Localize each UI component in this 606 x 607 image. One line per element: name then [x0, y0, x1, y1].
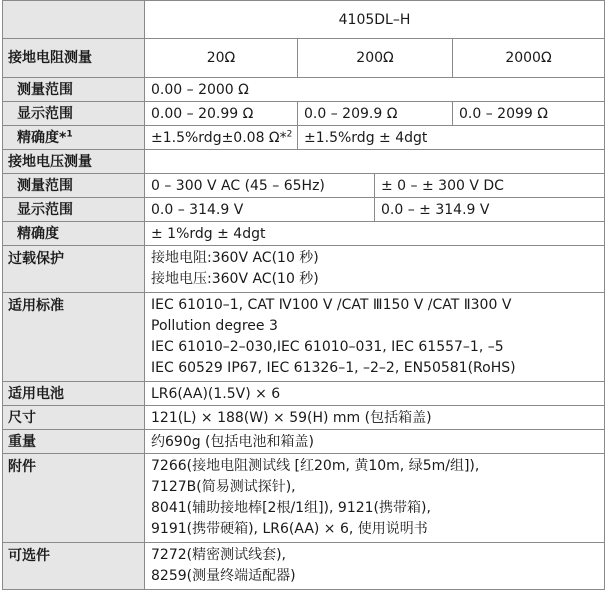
standard-line: Pollution degree 3 [151, 318, 278, 334]
range-20-ohm: 20Ω [145, 39, 298, 78]
dimensions-row [3, 406, 605, 430]
resistance-accuracy-20: ±1.5%rdg±0.08 Ω*$^2$ [145, 126, 298, 150]
standards-label: 适用标准 [3, 293, 145, 382]
footnote-marker: 1 [66, 128, 73, 139]
standards-row [3, 293, 605, 382]
dimensions-label: 尺寸 [3, 406, 145, 430]
standard-line: IEC 61010–1, CAT Ⅳ100 V /CAT Ⅲ150 V /CAT Ⅱ300 V [151, 297, 512, 313]
resistance-accuracy-label: 精确度*$^1$ [3, 126, 145, 150]
overload-voltage: 接地电压:360V AC(10 秒) [151, 271, 319, 287]
spec-table [2, 0, 605, 590]
accessories-values [145, 454, 605, 543]
earth-resistance-header-row [3, 39, 605, 78]
corner-cell [3, 1, 145, 39]
resistance-accuracy-200-2000: ±1.5%rdg ± 4dgt [298, 126, 605, 150]
standard-line: IEC 61010–2–030,IEC 61010–031, IEC 61557–1, –5 [151, 339, 504, 355]
accessory-line: 9191(携带硬箱), LR6(AA) × 6, 使用说明书 [151, 521, 428, 537]
range-200-ohm: 200Ω [298, 39, 453, 78]
battery-value: LR6(AA)(1.5V) × 6 [145, 382, 605, 406]
accessories-label: 附件 [3, 454, 145, 543]
dimensions-value: 121(L) × 188(W) × 59(H) mm (包括箱盖) [145, 406, 605, 430]
voltage-measure-range-ac: 0 – 300 V AC (45 – 65Hz) [145, 174, 375, 198]
weight-row [3, 430, 605, 454]
overload-resistance: 接地电阻:360V AC(10 秒) [151, 250, 319, 266]
accessory-line: 7127B(简易测试探针), [151, 479, 296, 495]
standard-line: IEC 60529 IP67, IEC 61326–1, –2–2, EN50581(RoHS) [151, 360, 516, 376]
voltage-accuracy-value: ± 1%rdg ± 4dgt [145, 222, 605, 246]
weight-label: 重量 [3, 430, 145, 454]
voltage-display-range-label: 显示范围 [3, 198, 145, 222]
resistance-measure-range-row [3, 78, 605, 102]
resistance-display-range-label: 显示范围 [3, 102, 145, 126]
footnote-marker: 2 [286, 128, 293, 139]
voltage-measure-range-dc: ± 0 – ± 300 V DC [375, 174, 605, 198]
option-line: 8259(测量终端适配器) [151, 568, 296, 584]
accessory-line: 7266(接地电阻测试线 [红20m, 黄10m, 绿5m/组]), [151, 458, 480, 474]
voltage-measure-range-row [3, 174, 605, 198]
battery-row [3, 382, 605, 406]
range-2000-ohm: 2000Ω [453, 39, 605, 78]
weight-value: 约690g (包括电池和箱盖) [145, 430, 605, 454]
options-label: 可选件 [3, 543, 145, 590]
option-line: 7272(精密测试线套), [151, 547, 287, 563]
display-range-20: 0.00 – 20.99 Ω [145, 102, 298, 126]
earth-voltage-label: 接地电压测量 [3, 150, 145, 174]
battery-label: 适用电池 [3, 382, 145, 406]
earth-voltage-header-row [3, 150, 605, 174]
resistance-measure-range-label: 测量范围 [3, 78, 145, 102]
standards-values [145, 293, 605, 382]
voltage-measure-range-label: 测量范围 [3, 174, 145, 198]
voltage-display-range-row [3, 198, 605, 222]
options-row [3, 543, 605, 590]
resistance-display-range-row [3, 102, 605, 126]
overload-values [145, 246, 605, 293]
options-values [145, 543, 605, 590]
resistance-measure-range-value: 0.00 – 2000 Ω [145, 78, 605, 102]
earth-voltage-header-blank [145, 150, 605, 174]
accessories-row [3, 454, 605, 543]
accessory-line: 8041(辅助接地棒[2根/1组]), 9121(携带箱), [151, 500, 431, 516]
model-row [3, 1, 605, 39]
earth-resistance-label: 接地电阻测量 [3, 39, 145, 78]
voltage-accuracy-row [3, 222, 605, 246]
display-range-2000: 0.0 – 2099 Ω [453, 102, 605, 126]
voltage-display-range-ac: 0.0 – 314.9 V [145, 198, 375, 222]
resistance-accuracy-row [3, 126, 605, 150]
model-name: 4105DL–H [145, 1, 605, 39]
display-range-200: 0.0 – 209.9 Ω [298, 102, 453, 126]
overload-label: 过载保护 [3, 246, 145, 293]
overload-row [3, 246, 605, 293]
voltage-accuracy-label: 精确度 [3, 222, 145, 246]
voltage-display-range-dc: 0.0 – ± 314.9 V [375, 198, 605, 222]
